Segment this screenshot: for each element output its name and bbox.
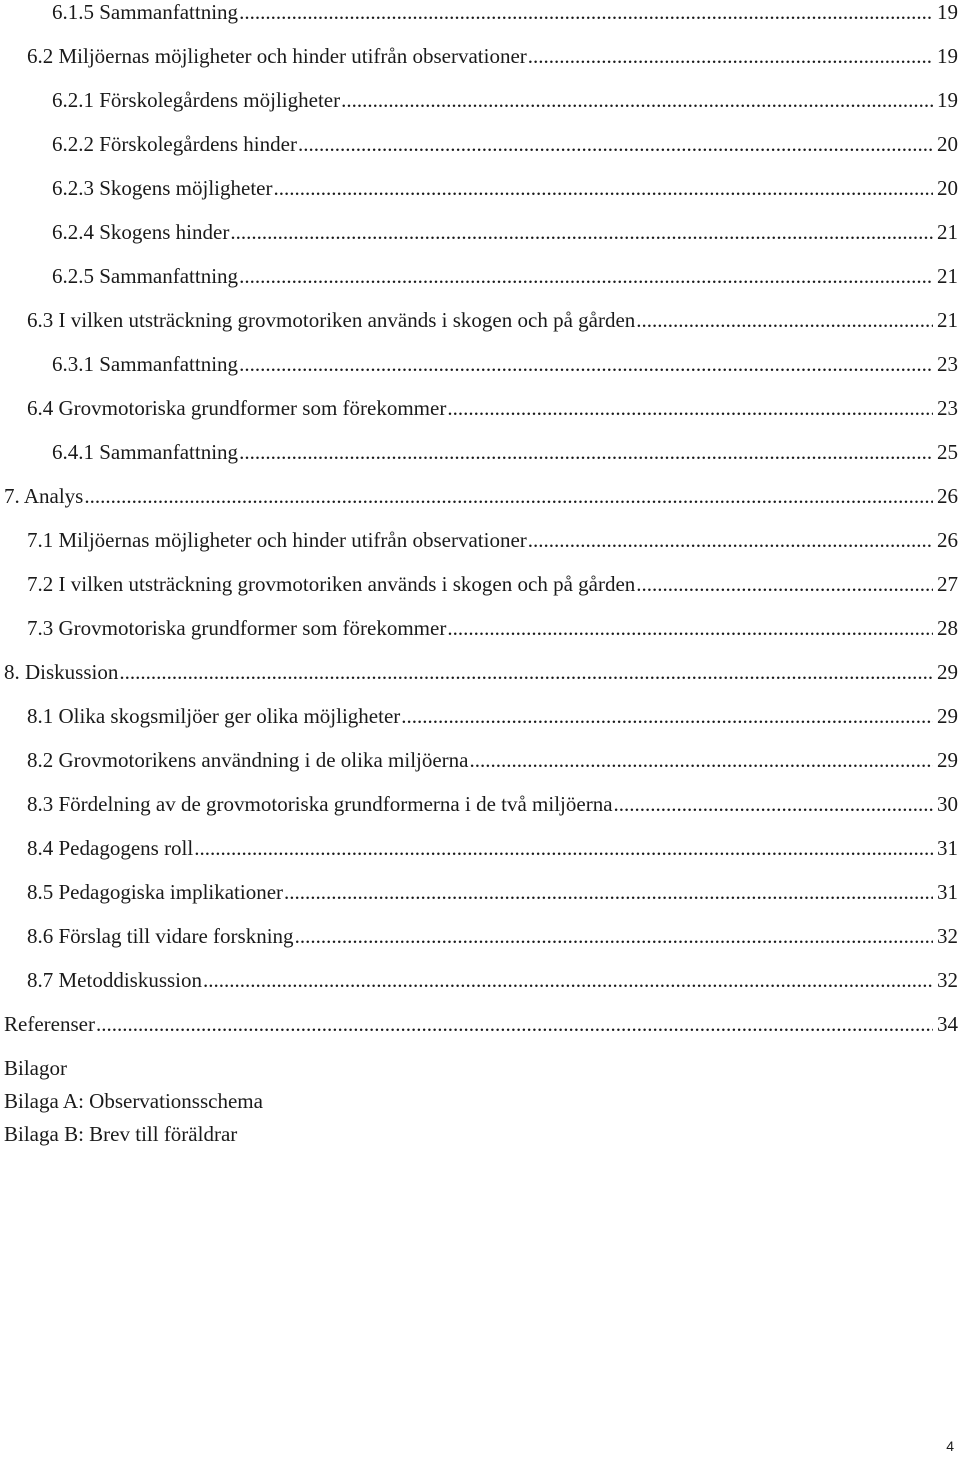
toc-entry-page: 28 [937, 616, 958, 640]
toc-entry-page: 29 [937, 704, 958, 728]
toc-leader-dots [636, 308, 933, 332]
toc-entry-page: 31 [937, 836, 958, 860]
toc-leader-dots [298, 132, 933, 156]
toc-entry-page: 23 [937, 352, 958, 376]
toc-leader-dots [273, 176, 933, 200]
toc-entry-title: 8. Diskussion [4, 660, 119, 684]
toc-entry[interactable] [27, 566, 958, 596]
toc-leader-dots [119, 660, 933, 684]
toc-entry[interactable] [27, 786, 958, 816]
toc-entry-title: 8.1 Olika skogsmiljöer ger olika möjligheter [27, 704, 401, 728]
toc-entry-page: 26 [937, 484, 958, 508]
toc-entry[interactable] [27, 38, 958, 68]
toc-leader-dots [401, 704, 933, 728]
toc-entry-title: 6.2.3 Skogens möjligheter [52, 176, 273, 200]
toc-leader-dots [194, 836, 933, 860]
toc-entry-title: 8.7 Metoddiskussion [27, 968, 203, 992]
toc-leader-dots [636, 572, 933, 596]
toc-leader-dots [230, 220, 933, 244]
toc-leader-dots [239, 0, 933, 24]
toc-entry-title: 8.5 Pedagogiska implikationer [27, 880, 284, 904]
toc-entry-page: 19 [937, 88, 958, 112]
toc-entry-page: 21 [937, 264, 958, 288]
toc-entry[interactable] [52, 346, 958, 376]
toc-entry-page: 31 [937, 880, 958, 904]
toc-entry[interactable] [4, 478, 958, 508]
toc-leader-dots [203, 968, 933, 992]
toc-leader-dots [239, 352, 933, 376]
toc-entry[interactable] [27, 390, 958, 420]
toc-entry[interactable] [27, 874, 958, 904]
toc-entry-title: 7. Analys [4, 484, 84, 508]
toc-entry-title: 6.3 I vilken utsträckning grovmotoriken används i skogen och på gården [27, 308, 636, 332]
toc-entry[interactable] [4, 654, 958, 684]
toc-entry-page: 29 [937, 748, 958, 772]
toc-entry-title: 6.4.1 Sammanfattning [52, 440, 239, 464]
toc-entry-page: 20 [937, 132, 958, 156]
toc-entry[interactable] [52, 0, 958, 24]
toc-entry-title: 6.2.1 Förskolegårdens möjligheter [52, 88, 341, 112]
toc-entry[interactable] [27, 918, 958, 948]
toc-entry-title: 7.2 I vilken utsträckning grovmotoriken används i skogen och på gården [27, 572, 636, 596]
toc-entry-title: 7.3 Grovmotoriska grundformer som förekommer [27, 616, 447, 640]
toc-leader-dots [96, 1012, 933, 1036]
toc-entry-title: 8.2 Grovmotorikens användning i de olika miljöerna [27, 748, 469, 772]
toc-leader-dots [239, 264, 933, 288]
toc-entry-page: 29 [937, 660, 958, 684]
toc-entry-page: 25 [937, 440, 958, 464]
toc-entry[interactable] [27, 610, 958, 640]
toc-entry-page: 32 [937, 968, 958, 992]
toc-leader-dots [284, 880, 933, 904]
toc-entry-title: 8.6 Förslag till vidare forskning [27, 924, 294, 948]
toc-entry-page: 21 [937, 220, 958, 244]
toc-entry-title: 6.1.5 Sammanfattning [52, 0, 239, 24]
toc-entry-page: 21 [937, 308, 958, 332]
toc-entry[interactable] [52, 170, 958, 200]
toc-entry-page: 30 [937, 792, 958, 816]
toc-entry-title: 6.2.5 Sammanfattning [52, 264, 239, 288]
toc-entry-title: 6.2.4 Skogens hinder [52, 220, 230, 244]
toc-entry-page: 26 [937, 528, 958, 552]
toc-entry[interactable] [52, 214, 958, 244]
toc-entry[interactable] [4, 1006, 958, 1036]
toc-entry-title: 6.4 Grovmotoriska grundformer som förekommer [27, 396, 447, 420]
toc-entry[interactable] [27, 742, 958, 772]
appendix-heading: Bilagor [4, 1056, 67, 1080]
toc-leader-dots [447, 396, 933, 420]
toc-leader-dots [295, 924, 933, 948]
appendix-item: Bilaga B: Brev till föräldrar [4, 1122, 238, 1146]
toc-leader-dots [239, 440, 933, 464]
toc-entry-page: 32 [937, 924, 958, 948]
toc-entry[interactable] [27, 698, 958, 728]
toc-entry-page: 23 [937, 396, 958, 420]
toc-entry-page: 20 [937, 176, 958, 200]
toc-entry-title: 7.1 Miljöernas möjligheter och hinder utifrån observationer [27, 528, 527, 552]
toc-leader-dots [614, 792, 933, 816]
toc-leader-dots [470, 748, 934, 772]
toc-entry-title: 6.2.2 Förskolegårdens hinder [52, 132, 297, 156]
toc-entry[interactable] [27, 522, 958, 552]
toc-leader-dots [528, 528, 933, 552]
toc-entry-title: 6.3.1 Sammanfattning [52, 352, 239, 376]
toc-entry[interactable] [52, 126, 958, 156]
toc-entry-title: Referenser [4, 1012, 95, 1036]
toc-entry[interactable] [52, 82, 958, 112]
page-number: 4 [946, 1438, 954, 1454]
toc-entry[interactable] [27, 302, 958, 332]
toc-leader-dots [84, 484, 933, 508]
toc-leader-dots [341, 88, 933, 112]
toc-entry[interactable] [52, 258, 958, 288]
toc-entry-page: 34 [937, 1012, 958, 1036]
appendix-item: Bilaga A: Observationsschema [4, 1089, 263, 1113]
toc-leader-dots [447, 616, 933, 640]
toc-entry-title: 6.2 Miljöernas möjligheter och hinder utifrån observationer [27, 44, 527, 68]
toc-entry[interactable] [27, 830, 958, 860]
toc-entry[interactable] [27, 962, 958, 992]
toc-leader-dots [528, 44, 933, 68]
toc-entry-page: 27 [937, 572, 958, 596]
toc-entry-title: 8.4 Pedagogens roll [27, 836, 194, 860]
toc-entry-page: 19 [937, 0, 958, 24]
toc-entry-page: 19 [937, 44, 958, 68]
toc-entry-title: 8.3 Fördelning av de grovmotoriska grundformerna i de två miljöerna [27, 792, 613, 816]
toc-entry[interactable] [52, 434, 958, 464]
